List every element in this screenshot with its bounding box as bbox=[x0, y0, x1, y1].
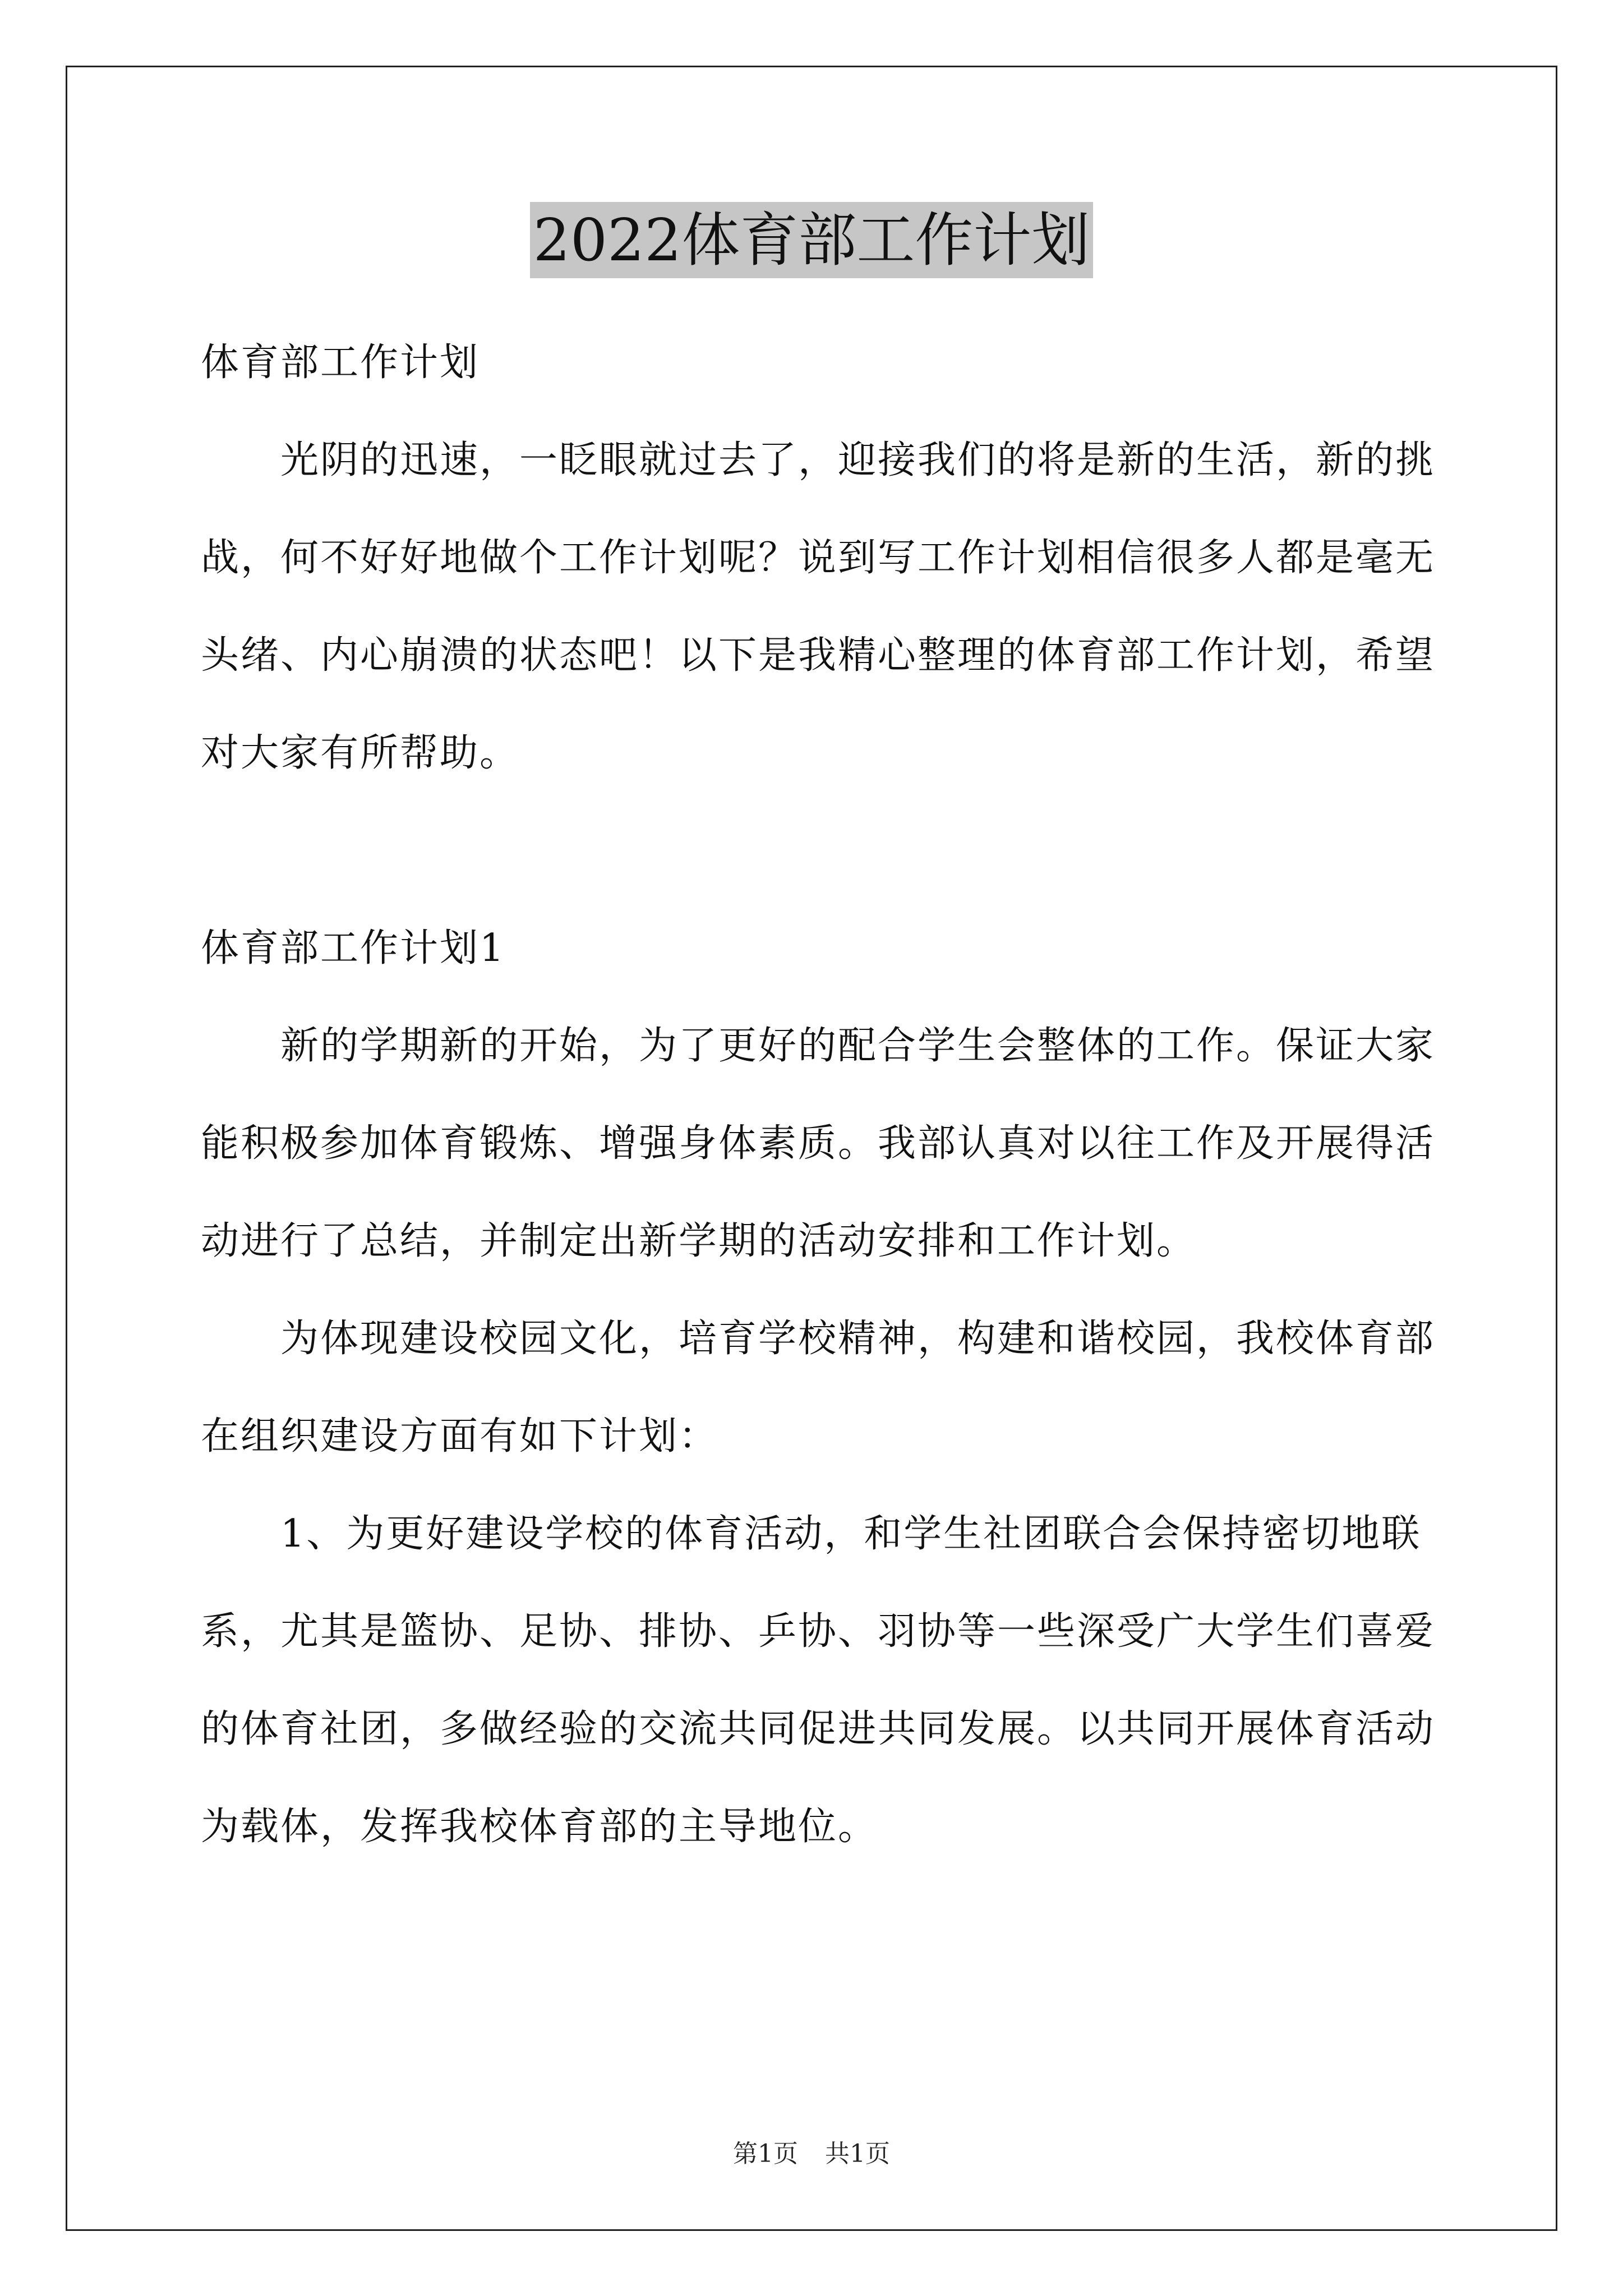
section-heading: 体育部工作计划 bbox=[201, 341, 480, 385]
section-heading: 体育部工作计划1 bbox=[201, 926, 506, 970]
body-paragraph: 1、为更好建设学校的体育活动，和学生社团联合会保持密切地联系，尤其是篮协、足协、排协、乒协、羽协等一些深受广大学生们喜爱的体育社团，多做经验的交流共同促进共同发展。以共同开展体育活动为载体，发挥我校体育部的主导地位。 bbox=[201, 1512, 1436, 1849]
body-paragraph: 新的学期新的开始，为了更好的配合学生会整体的工作。保证大家能积极参加体育锻炼、增强身体素质。我部认真对以往工作及开展得活动进行了总结，并制定出新学期的活动安排和工作计划。 bbox=[201, 1024, 1436, 1263]
document-title bbox=[0, 202, 1623, 278]
document-title-text: 2022体育部工作计划 bbox=[530, 202, 1094, 278]
page-footer bbox=[0, 2137, 1623, 2171]
page-total: 共1页 bbox=[825, 2139, 890, 2168]
body-paragraph: 为体现建设校园文化，培育学校精神，构建和谐校园，我校体育部在组织建设方面有如下计划： bbox=[201, 1317, 1436, 1458]
page-number: 第1页 bbox=[733, 2139, 798, 2168]
document-body bbox=[201, 314, 1440, 1876]
intro-paragraph: 光阴的迅速，一眨眼就过去了，迎接我们的将是新的生活，新的挑战，何不好好地做个工作计划呢？说到写工作计划相信很多人都是毫无头绪、内心崩溃的状态吧！以下是我精心整理的体育部工作计划，希望对大家有所帮助。 bbox=[201, 438, 1436, 775]
